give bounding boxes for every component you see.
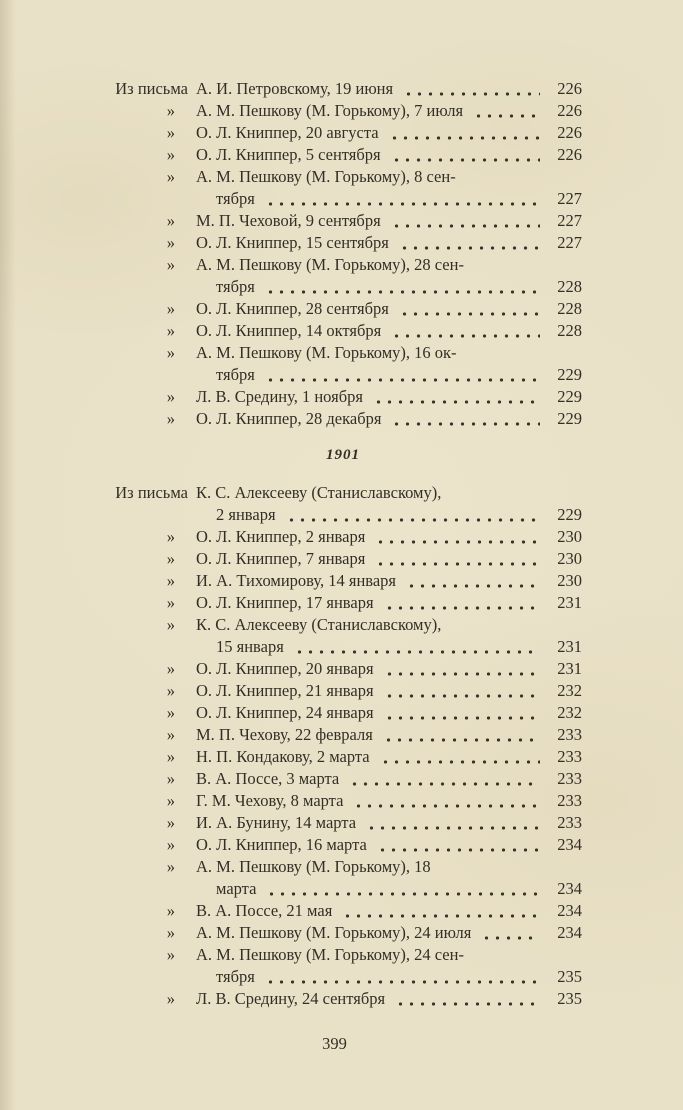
entry-continuation: тября bbox=[216, 967, 255, 986]
dot-leader bbox=[265, 290, 540, 294]
dot-leader bbox=[265, 980, 540, 984]
ditto-mark: » bbox=[166, 255, 175, 274]
entry-text: О. Л. Книппер, 5 сентября bbox=[196, 145, 381, 164]
dot-leader bbox=[406, 584, 540, 588]
ditto-mark: » bbox=[166, 409, 175, 428]
entry-text: А. И. Петровскому, 19 июня bbox=[196, 79, 394, 98]
toc bbox=[104, 78, 582, 1010]
ditto-mark: » bbox=[166, 387, 175, 406]
entry-page-number: 233 bbox=[557, 813, 582, 832]
ditto-mark: » bbox=[166, 343, 175, 362]
entry-continuation: тября bbox=[216, 277, 255, 296]
entry-page-number: 231 bbox=[557, 637, 582, 656]
footer-page-number: 399 bbox=[322, 1034, 347, 1053]
entry-continuation: 15 января bbox=[216, 637, 284, 656]
toc-entry-line bbox=[104, 188, 582, 210]
entry-text: О. Л. Книппер, 21 января bbox=[196, 681, 374, 700]
ditto-mark: » bbox=[166, 791, 175, 810]
dot-leader bbox=[384, 716, 540, 720]
ditto-mark: » bbox=[166, 769, 175, 788]
ditto-mark: » bbox=[166, 725, 175, 744]
toc-entry-line bbox=[104, 988, 582, 1010]
entry-page-number: 227 bbox=[557, 189, 582, 208]
dot-leader bbox=[375, 562, 540, 566]
dot-leader bbox=[342, 914, 540, 918]
entry-page-number: 233 bbox=[557, 769, 582, 788]
toc-entry-line bbox=[104, 900, 582, 922]
entry-continuation: марта bbox=[216, 879, 257, 898]
toc-entry-line bbox=[104, 364, 582, 386]
dot-leader bbox=[403, 92, 540, 96]
entry-text: Л. В. Средину, 24 сентября bbox=[196, 989, 386, 1008]
ditto-mark: » bbox=[166, 167, 175, 186]
entry-text: А. М. Пешкову (М. Горькому), 18 bbox=[196, 857, 431, 876]
entry-page-number: 230 bbox=[557, 549, 582, 568]
entry-text: А. М. Пешкову (М. Горькому), 7 июля bbox=[196, 101, 464, 120]
entry-text: Г. М. Чехову, 8 марта bbox=[196, 791, 344, 810]
toc-entry-line bbox=[104, 166, 582, 188]
entry-text: Л. В. Средину, 1 ноября bbox=[196, 387, 363, 406]
ditto-mark: » bbox=[166, 747, 175, 766]
toc-entry-line bbox=[104, 570, 582, 592]
toc-entry-line bbox=[104, 834, 582, 856]
entry-text: О. Л. Книппер, 20 января bbox=[196, 659, 374, 678]
entry-page-number: 233 bbox=[557, 791, 582, 810]
ditto-mark: » bbox=[166, 527, 175, 546]
ditto-mark: » bbox=[166, 123, 175, 142]
dot-leader bbox=[373, 400, 540, 404]
ditto-mark: » bbox=[166, 321, 175, 340]
entry-page-number: 230 bbox=[557, 527, 582, 546]
entry-page-number: 234 bbox=[557, 835, 582, 854]
toc-entry-line bbox=[104, 504, 582, 526]
toc-entry-line bbox=[104, 614, 582, 636]
entry-continuation: тября bbox=[216, 189, 255, 208]
entry-page-number: 226 bbox=[557, 145, 582, 164]
toc-entry-line bbox=[104, 966, 582, 988]
toc-entry-line bbox=[104, 342, 582, 364]
toc-entry-line bbox=[104, 210, 582, 232]
entry-page-number: 227 bbox=[557, 233, 582, 252]
entry-text: В. А. Поссе, 21 мая bbox=[196, 901, 333, 920]
ditto-mark: » bbox=[166, 835, 175, 854]
entry-text: О. Л. Книппер, 16 марта bbox=[196, 835, 367, 854]
ditto-mark: » bbox=[166, 211, 175, 230]
entry-page-number: 233 bbox=[557, 747, 582, 766]
dot-leader bbox=[473, 114, 540, 118]
entry-text: О. Л. Книппер, 7 января bbox=[196, 549, 366, 568]
entry-page-number: 227 bbox=[557, 211, 582, 230]
entry-text: И. А. Тихомирову, 14 января bbox=[196, 571, 397, 590]
dot-leader bbox=[391, 422, 540, 426]
toc-entry-line bbox=[104, 658, 582, 680]
dot-leader bbox=[375, 540, 540, 544]
dot-leader bbox=[389, 136, 540, 140]
entry-prefix: Из письма bbox=[115, 79, 188, 98]
ditto-mark: » bbox=[166, 615, 175, 634]
entry-page-number: 233 bbox=[557, 725, 582, 744]
entry-page-number: 226 bbox=[557, 79, 582, 98]
toc-entry-line bbox=[104, 78, 582, 100]
dot-leader bbox=[399, 246, 540, 250]
entry-page-number: 226 bbox=[557, 101, 582, 120]
toc-entry-line bbox=[104, 144, 582, 166]
toc-entry-line bbox=[104, 386, 582, 408]
entry-text: М. П. Чехову, 22 февраля bbox=[196, 725, 373, 744]
entry-page-number: 235 bbox=[557, 967, 582, 986]
ditto-mark: » bbox=[166, 659, 175, 678]
entry-page-number: 229 bbox=[557, 365, 582, 384]
dot-leader bbox=[265, 378, 540, 382]
year-heading: 1901 bbox=[326, 447, 360, 463]
ditto-mark: » bbox=[166, 989, 175, 1008]
dot-leader bbox=[384, 606, 540, 610]
toc-entry-line bbox=[104, 100, 582, 122]
toc-entry-line bbox=[104, 790, 582, 812]
ditto-mark: » bbox=[166, 299, 175, 318]
toc-entry-line bbox=[104, 232, 582, 254]
entry-text: К. С. Алексееву (Станиславскому), bbox=[196, 483, 442, 502]
entry-page-number: 226 bbox=[557, 123, 582, 142]
entry-text: О. Л. Книппер, 28 сентября bbox=[196, 299, 389, 318]
ditto-mark: » bbox=[166, 923, 175, 942]
entry-page-number: 232 bbox=[557, 681, 582, 700]
dot-leader bbox=[353, 804, 540, 808]
ditto-mark: » bbox=[166, 233, 175, 252]
toc-entry-line bbox=[104, 320, 582, 342]
ditto-mark: » bbox=[166, 681, 175, 700]
ditto-mark: » bbox=[166, 145, 175, 164]
entry-text: О. Л. Книппер, 14 октября bbox=[196, 321, 382, 340]
toc-entry-line bbox=[104, 526, 582, 548]
entry-page-number: 234 bbox=[557, 923, 582, 942]
toc-entry-line bbox=[104, 724, 582, 746]
toc-entry-line bbox=[104, 482, 582, 504]
dot-leader bbox=[391, 224, 540, 228]
ditto-mark: » bbox=[166, 593, 175, 612]
toc-entry-line bbox=[104, 680, 582, 702]
dot-leader bbox=[377, 848, 540, 852]
ditto-mark: » bbox=[166, 945, 175, 964]
entry-page-number: 231 bbox=[557, 659, 582, 678]
ditto-mark: » bbox=[166, 813, 175, 832]
entry-page-number: 232 bbox=[557, 703, 582, 722]
entry-page-number: 228 bbox=[557, 299, 582, 318]
dot-leader bbox=[399, 312, 540, 316]
entry-page-number: 234 bbox=[557, 901, 582, 920]
dot-leader bbox=[286, 518, 540, 522]
entry-text: А. М. Пешкову (М. Горькому), 24 июля bbox=[196, 923, 472, 942]
entry-page-number: 229 bbox=[557, 409, 582, 428]
ditto-mark: » bbox=[166, 101, 175, 120]
entry-text: О. Л. Книппер, 15 сентября bbox=[196, 233, 389, 252]
entry-text: О. Л. Книппер, 17 января bbox=[196, 593, 374, 612]
entry-text: К. С. Алексееву (Станиславскому), bbox=[196, 615, 442, 634]
entry-page-number: 228 bbox=[557, 321, 582, 340]
entry-text: О. Л. Книппер, 2 января bbox=[196, 527, 366, 546]
ditto-mark: » bbox=[166, 703, 175, 722]
entry-prefix: Из письма bbox=[115, 483, 188, 502]
dot-leader bbox=[384, 694, 540, 698]
toc-entry-line bbox=[104, 276, 582, 298]
entry-text: О. Л. Книппер, 28 декабря bbox=[196, 409, 382, 428]
entry-page-number: 234 bbox=[557, 879, 582, 898]
dot-leader bbox=[366, 826, 540, 830]
entry-text: М. П. Чеховой, 9 сентября bbox=[196, 211, 381, 230]
entry-page-number: 228 bbox=[557, 277, 582, 296]
toc-entry-line bbox=[104, 592, 582, 614]
entry-page-number: 235 bbox=[557, 989, 582, 1008]
dot-leader bbox=[349, 782, 540, 786]
entry-text: Н. П. Кондакову, 2 марта bbox=[196, 747, 370, 766]
ditto-mark: » bbox=[166, 857, 175, 876]
toc-entry-line bbox=[104, 254, 582, 276]
ditto-mark: » bbox=[166, 901, 175, 920]
dot-leader bbox=[294, 650, 540, 654]
ditto-mark: » bbox=[166, 549, 175, 568]
dot-leader bbox=[266, 892, 540, 896]
dot-leader bbox=[391, 334, 540, 338]
entry-text: А. М. Пешкову (М. Горькому), 16 ок- bbox=[196, 343, 457, 362]
toc-entry-line bbox=[104, 878, 582, 900]
dot-leader bbox=[384, 672, 540, 676]
entry-text: В. А. Поссе, 3 марта bbox=[196, 769, 340, 788]
entry-text: А. М. Пешкову (М. Горькому), 28 сен- bbox=[196, 255, 464, 274]
ditto-mark: » bbox=[166, 571, 175, 590]
toc-entry-line bbox=[104, 122, 582, 144]
entry-continuation: 2 января bbox=[216, 505, 276, 524]
dot-leader bbox=[395, 1002, 540, 1006]
toc-entry-line bbox=[104, 408, 582, 430]
toc-entry-line bbox=[104, 548, 582, 570]
toc-entry-line bbox=[104, 856, 582, 878]
entry-text: О. Л. Книппер, 20 августа bbox=[196, 123, 379, 142]
toc-entry-line bbox=[104, 636, 582, 658]
toc-entry-line bbox=[104, 298, 582, 320]
entry-text: А. М. Пешкову (М. Горькому), 8 сен- bbox=[196, 167, 456, 186]
dot-leader bbox=[481, 936, 540, 940]
entry-text: И. А. Бунину, 14 марта bbox=[196, 813, 357, 832]
toc-entry-line bbox=[104, 702, 582, 724]
entry-continuation: тября bbox=[216, 365, 255, 384]
toc-entry-line bbox=[104, 746, 582, 768]
entry-text: О. Л. Книппер, 24 января bbox=[196, 703, 374, 722]
toc-entry-line bbox=[104, 768, 582, 790]
toc-entry-line bbox=[104, 812, 582, 834]
entry-page-number: 229 bbox=[557, 505, 582, 524]
dot-leader bbox=[380, 760, 540, 764]
entry-page-number: 229 bbox=[557, 387, 582, 406]
entry-page-number: 230 bbox=[557, 571, 582, 590]
dot-leader bbox=[265, 202, 540, 206]
entry-page-number: 231 bbox=[557, 593, 582, 612]
toc-entry-line bbox=[104, 944, 582, 966]
entry-text: А. М. Пешкову (М. Горькому), 24 сен- bbox=[196, 945, 464, 964]
toc-entry-line bbox=[104, 922, 582, 944]
dot-leader bbox=[391, 158, 540, 162]
dot-leader bbox=[383, 738, 540, 742]
